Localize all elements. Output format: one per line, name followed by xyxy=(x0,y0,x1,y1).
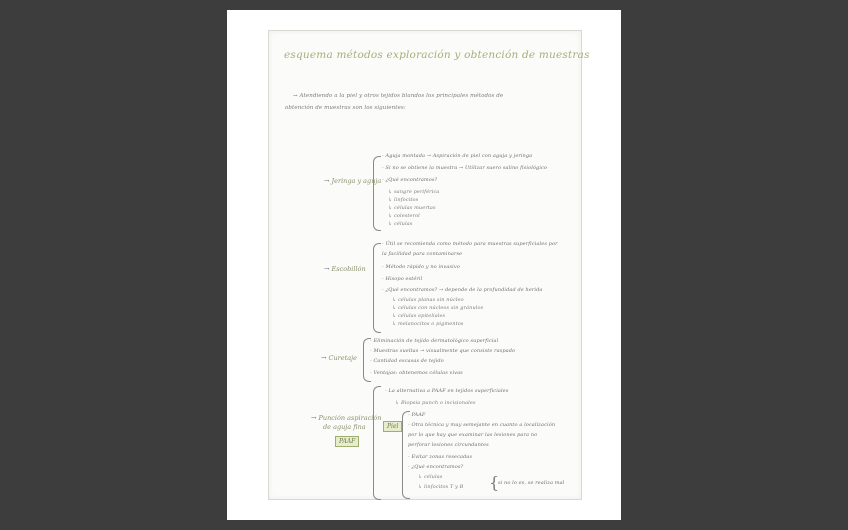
note-line: - PAAF xyxy=(408,412,426,418)
note-line: - La alternativa a PAAF en tejidos superficiales xyxy=(385,388,509,394)
arrow-icon: → xyxy=(324,265,332,273)
note-line: - ¿Qué encontramos? → depende de la profundidad de herida xyxy=(382,287,543,293)
note-line: - ¿Qué encontramos? xyxy=(408,464,464,470)
note-line: - Aguja montada → Aspiración de piel con aguja y jeringa xyxy=(382,153,533,159)
section-label-jeringa: → Jeringa y aguja xyxy=(324,177,382,185)
note-sub-line: ↳ células xyxy=(388,221,413,227)
section-label-escobillon: → Escobillón xyxy=(324,265,366,273)
side-note: si no lo es, se realiza mal xyxy=(498,480,565,486)
note-sub-line: ↳ sangre periférica xyxy=(388,189,440,195)
note-sub-line: ↳ melanocitos o pigmentos xyxy=(392,321,464,327)
note-line: por lo que hay que examinar las lesiones para no xyxy=(408,432,538,438)
arrow-icon: → xyxy=(311,414,319,422)
note-sub-line: ↳ células muertas xyxy=(388,205,436,211)
paaf-highlight-tag: PAAF xyxy=(335,436,359,447)
section-label-paaf: → Punción aspiración de aguja fina xyxy=(311,414,382,431)
note-sub-line: ↳ células con núcleos sin gránulos xyxy=(392,305,484,311)
brace xyxy=(373,386,381,500)
note-line: - Cantidad escasas de tejido xyxy=(370,358,444,364)
note-line: perforar lesiones circundantes xyxy=(408,442,489,448)
note-line: - Otra técnica y muy semejante en cuanto a localización xyxy=(408,422,556,428)
intro-line-1: → Atendiendo a la piel y otros tejidos blandos los principales métodos de xyxy=(293,93,504,99)
note-sub-line: ↳ células xyxy=(418,474,443,480)
note-line: - Si no se obtiene la muestra → Utilizar suero salino fisiológico xyxy=(382,165,548,171)
brace xyxy=(373,156,381,231)
note-sub-line: ↳ Biopsia punch o incisionales xyxy=(395,400,476,406)
document-page xyxy=(227,10,621,520)
scanned-notes-sheet xyxy=(268,30,590,500)
arrow-icon: → xyxy=(324,177,332,185)
note-line: - Eliminación de tejido dermatológico superficial xyxy=(370,338,499,344)
note-sub-line: ↳ colesterol xyxy=(388,213,420,219)
section-label-curetaje: → Curetaje xyxy=(321,354,357,362)
note-line: - Hisopo estéril xyxy=(382,276,423,282)
note-sub-line: ↳ células planas sin núcleo xyxy=(392,297,464,303)
note-line: - ¿Qué encontramos? xyxy=(382,177,438,183)
note-line: - Método rápido y no invasivo xyxy=(382,264,460,270)
note-line: - Muestras sueltas → visualmente que consiste raspado xyxy=(370,348,516,354)
piel-tag: Piel xyxy=(383,421,402,432)
arrow-icon: → xyxy=(321,354,329,362)
note-line: - Útil se recomienda como método para muestras superficiales por xyxy=(382,241,558,247)
note-line: la facilidad para contaminarse xyxy=(382,251,463,257)
intro-line-2: obtención de muestras son los siguientes: xyxy=(285,105,406,111)
note-sub-line: ↳ células epiteliales xyxy=(392,313,446,319)
note-line: - Evitar zonas resecadas xyxy=(408,454,473,460)
note-line: - Ventajas: obtenemos células vivas xyxy=(370,370,463,376)
brace xyxy=(373,243,381,333)
note-sub-line: ↳ linfocitos T y B xyxy=(418,484,464,490)
document-title: esquema métodos exploración y obtención de muestras xyxy=(284,49,590,61)
note-sub-line: ↳ linfocitos xyxy=(388,197,419,203)
curly-brace-icon: { xyxy=(489,473,500,492)
